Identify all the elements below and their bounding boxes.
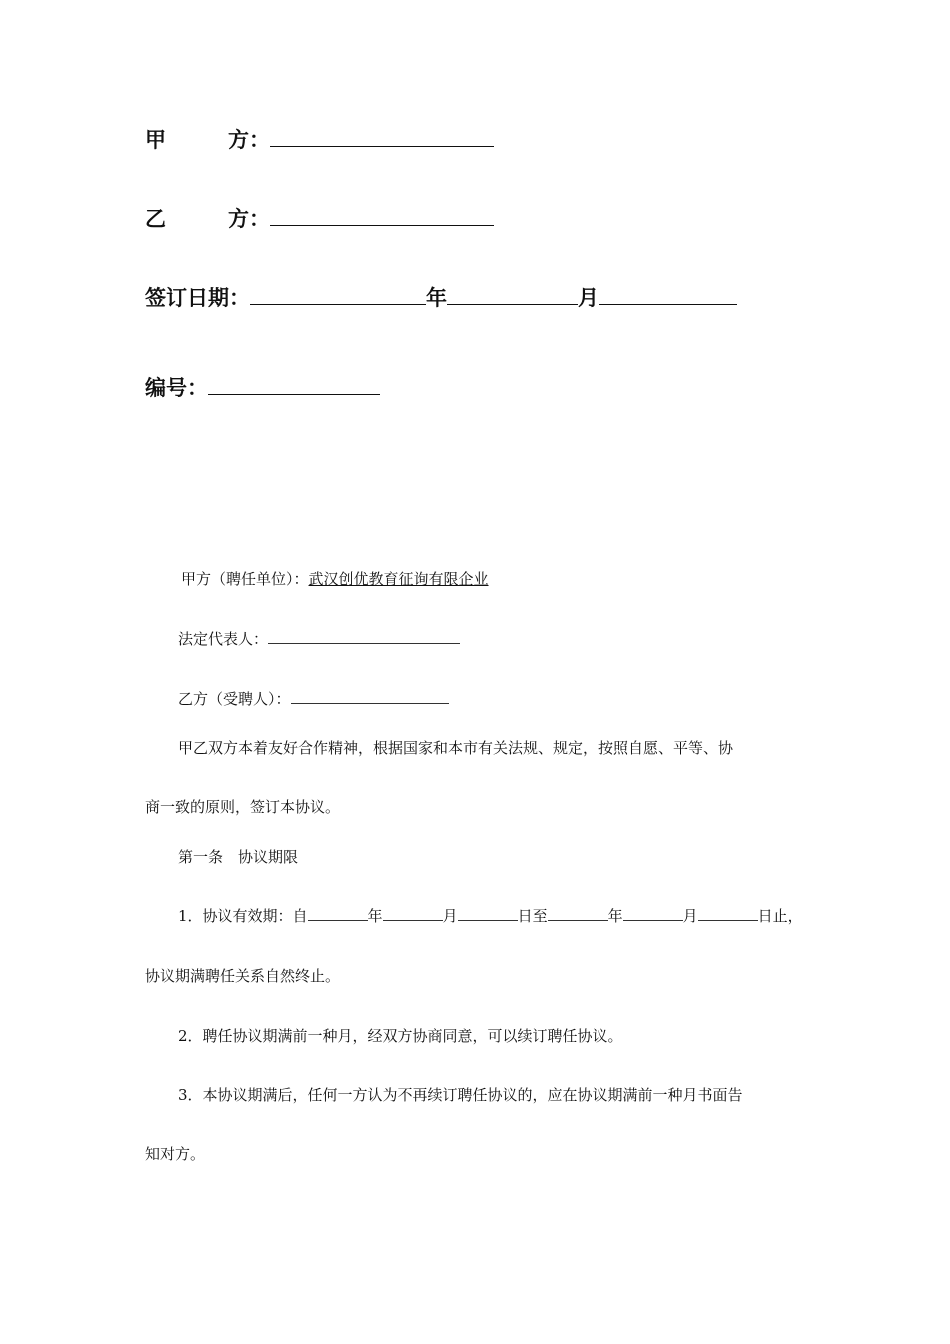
sign-date-month-blank[interactable] [447,286,578,305]
party-b-cover-label-2: 方： [228,207,270,231]
end-year-blank[interactable] [548,906,608,921]
sign-date-label: 签订日期： [145,286,250,310]
legal-rep-label: 法定代表人： [178,630,269,648]
party-a-cover-label-2: 方： [228,128,270,152]
party-a-cover-line [145,124,494,154]
clause-1-day-to: 日至 [517,907,548,925]
party-b-cover-label-1: 乙 [145,207,166,231]
party-b-blank-body[interactable] [291,689,449,704]
intro-line-1: 甲乙双方本着友好合作精神，根据国家和本市有关法规、规定，按照自愿、平等、协 [178,739,734,757]
party-a-label: 甲方（聘任单位）： [181,570,309,588]
start-year-blank[interactable] [308,906,368,921]
clause-2: 2．聘任协议期满前一种月，经双方协商同意，可以续订聘任协议。 [178,1027,623,1045]
end-day-blank[interactable] [698,906,758,921]
party-b-cover-line [145,203,494,233]
sign-date-line [145,282,737,312]
clause-3-line-2: 知对方。 [145,1145,206,1163]
start-day-blank[interactable] [458,906,518,921]
start-month-blank[interactable] [383,906,443,921]
clause-1-line [178,905,803,926]
clause-1-year-2: 年 [607,907,623,925]
clause-1-prefix: 1．协议有效期：自 [178,907,308,925]
number-label: 编号： [145,376,208,400]
party-a-line [181,568,489,589]
clause-1-month: 月 [442,907,458,925]
sign-date-year-blank[interactable] [250,286,426,305]
end-month-blank[interactable] [623,906,683,921]
intro-line-2: 商一致的原则，签订本协议。 [145,798,341,816]
clause-3-line-1: 3．本协议期满后，任何一方认为不再续订聘任协议的，应在协议期满前一种月书面告 [178,1086,743,1104]
party-b-blank[interactable] [270,207,494,226]
party-a-name: 武汉创优教育征询有限企业 [308,570,489,588]
legal-rep-line [178,628,460,649]
legal-rep-blank[interactable] [268,629,460,644]
clause-1-month-2: 月 [682,907,698,925]
clause-1-end: 日止， [757,907,803,925]
clause-1-year: 年 [367,907,383,925]
article-1-title: 第一条 协议期限 [178,848,299,866]
sign-date-day-blank[interactable] [599,286,737,305]
sign-date-year-label: 年 [426,286,447,310]
party-b-label: 乙方（受聘人）： [178,690,291,708]
party-b-line [178,688,449,709]
party-a-blank[interactable] [270,128,494,147]
number-line [145,372,380,402]
sign-date-month-label: 月 [578,286,599,310]
number-blank[interactable] [208,376,380,395]
clause-1-line-2: 协议期满聘任关系自然终止。 [145,967,341,985]
party-a-cover-label-1: 甲 [145,128,166,152]
